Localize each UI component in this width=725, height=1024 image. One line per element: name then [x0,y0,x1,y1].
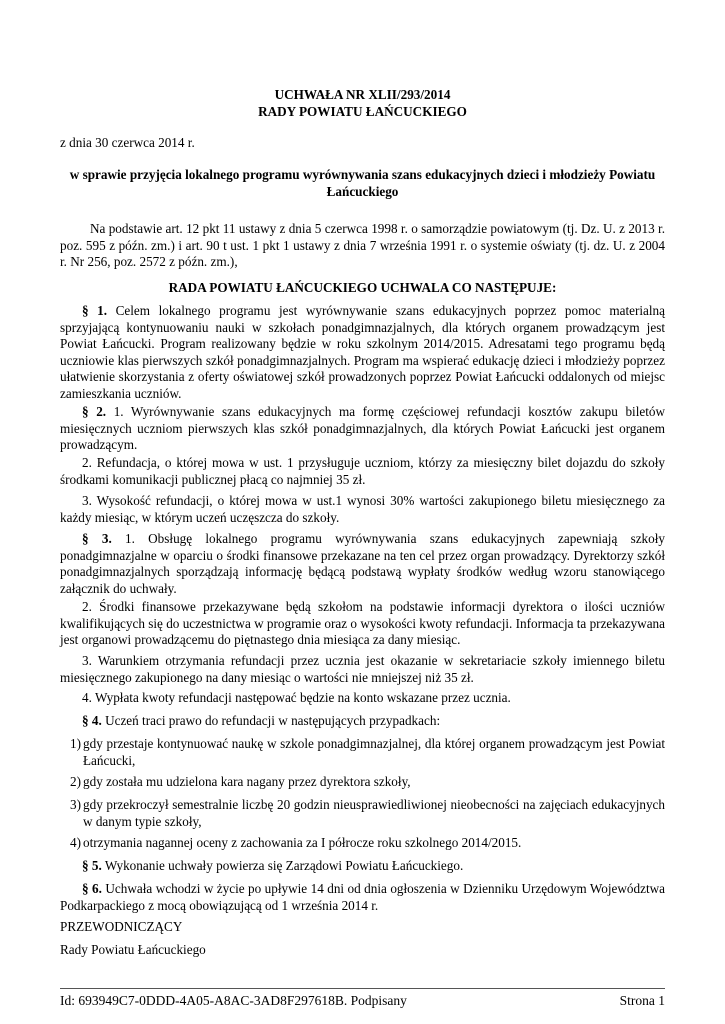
section-2-para-2: 2. Refundacja, o której mowa w ust. 1 przysługuje uczniom, którzy za miesięczny bilet dojazdu do szkoły środkami komunikacji publicznej płacą co najmniej 35 zł. [60,455,665,487]
list-item-number: 2) [70,774,81,789]
section-3-text-1: 1. Obsługę lokalnego programu wyrównywania szans edukacyjnych zapewniają szkoły ponadgimnazjalne w oparciu o środki finansowe przekazane na ten cel przez organ prowadzący. Dyrektorzy szkół ponadgimnazjalnych sporządzają informację będącą podstawą wypłaty środków według wzoru stanowiącego załącznik do uchwały. [60,531,666,596]
signature-body: Rady Powiatu Łańcuckiego [60,942,206,957]
section-2-para-1 [60,404,665,454]
section-5-text: Wykonanie uchwały powierza się Zarządowi Powiatu Łańcuckiego. [101,858,464,873]
section-4-intro [60,713,665,730]
page-number: Strona 1 [619,993,665,1008]
section-6-text: Uchwała wchodzi w życie po upływie 14 dni od dnia ogłoszenia w Dzienniku Urzędowym Województwa Podkarpackiego z mocą obowiązującą od 1 września 2014 r. [60,881,666,913]
list-item-text: otrzymania nagannej oceny z zachowania za I półrocze roku szkolnego 2014/2015. [83,835,522,850]
section-3-para-2: 2. Środki finansowe przekazywane będą szkołom na podstawie informacji dyrektora o ilości uczniów kwalifikujących się do uczestnictwa w programie oraz o wysokości kwoty refundacji. Informacja ta przekazywana jest organowi prowadzącemu do piętnastego dnia miesiąca za dany miesiąc. [60,599,665,648]
section-2-para-3: 3. Wysokość refundacji, o której mowa w ust.1 wynosi 30% wartości zakupionego biletu miesięcznego za każdy miesiąc, w którym uczeń uczęszcza do szkoły. [60,493,665,525]
list-item-number: 4) [70,835,81,850]
section-5-mark: § 5. [82,858,102,873]
resolution-number: UCHWAŁA NR XLII/293/2014 [274,87,451,102]
list-item [60,835,665,852]
list-item [60,797,665,830]
resolution-subject: w sprawie przyjęcia lokalnego programu wyrównywania szans edukacyjnych dzieci i młodzieży Powiatu Łańcuckiego [69,167,656,199]
list-item-text: gdy przestaje kontynuować naukę w szkole ponadgimnazjalnej, dla której organem prowadzącym jest Powiat Łańcucki, [83,736,665,768]
section-1-text: Celem lokalnego programu jest wyrównywanie szans edukacyjnych poprzez pomoc materialną sprzyjającą kontynuowaniu nauki w szkołach ponadgimnazjalnych, dla których organem prowadzącym jest Powiat Łańcucki. Program realizowany będzie w roku szkolnym 2014/2015. Adresatami tego programu będą uczniowie klas pierwszych szkół ponadgimnazjalnych. Program ma wspierać edukację dzieci i młodzieży poprzez ułatwienie skorzystania z oferty oświatowej szkół prowadzonych poprzez Powiat Łańcucki oddalonych od miejsc zamieszkania uczniów. [60,303,665,401]
section-2-mark: § 2. [82,404,107,419]
signature-role: PRZEWODNICZĄCY [60,919,183,934]
section-3-para-1 [60,531,665,597]
section-5 [60,858,665,875]
section-1 [60,303,665,403]
document-id: Id: 693949C7-0DDD-4A05-A8AC-3AD8F297618B. Podpisany [60,993,407,1008]
section-3-mark: § 3. [82,531,112,546]
list-item-text: gdy przekroczył semestralnie liczbę 20 godzin nieusprawiedliwionej nieobecności na zajęciach edukacyjnych w danym typie szkoły, [83,797,665,829]
list-item [60,774,665,791]
preamble: Na podstawie art. 12 pkt 11 ustawy z dnia 5 czerwca 1998 r. o samorządzie powiatowym (tj. Dz. U. z 2013 r. poz. 595 z późn. zm.) i art. 90 t ust. 1 pkt 1 ustawy z dnia 7 września 1991 r. o systemie oświaty (tj. dz. U. z 2004 r. Nr 256, poz. 2572 z późn. zm.), [60,221,665,270]
council-name: RADY POWIATU ŁAŃCUCKIEGO [258,104,467,119]
resolution-date: z dnia 30 czerwca 2014 r. [60,135,195,150]
section-4-intro-text: Uczeń traci prawo do refundacji w następujących przypadkach: [101,713,441,728]
list-item [60,736,665,769]
list-item-number: 3) [70,797,81,812]
list-item-text: gdy została mu udzielona kara nagany przez dyrektora szkoły, [83,774,411,789]
footer-divider [60,988,665,989]
section-4-mark: § 4. [82,713,102,728]
list-item-number: 1) [70,736,81,751]
section-3-para-3: 3. Warunkiem otrzymania refundacji przez ucznia jest okazanie w sekretariacie szkoły imiennego biletu miesięcznego zakupionego na dany miesiąc o wartości nie mniejszej niż 35 zł. [60,653,665,685]
section-3-para-4: 4. Wypłata kwoty refundacji następować będzie na konto wskazane przez ucznia. [82,690,511,705]
section-6 [60,881,665,914]
section-1-mark: § 1. [82,303,108,318]
section-2-text-1: 1. Wyrównywanie szans edukacyjnych ma formę częściowej refundacji kosztów zakupu biletów miesięcznych uczniom pierwszych klas szkół ponadgimnazjalnych, dla których Powiat Łańcucki jest organem prowadzącym. [60,404,666,453]
section-6-mark: § 6. [82,881,102,896]
resolves-heading: RADA POWIATU ŁAŃCUCKIEGO UCHWALA CO NASTĘPUJE: [168,280,557,295]
